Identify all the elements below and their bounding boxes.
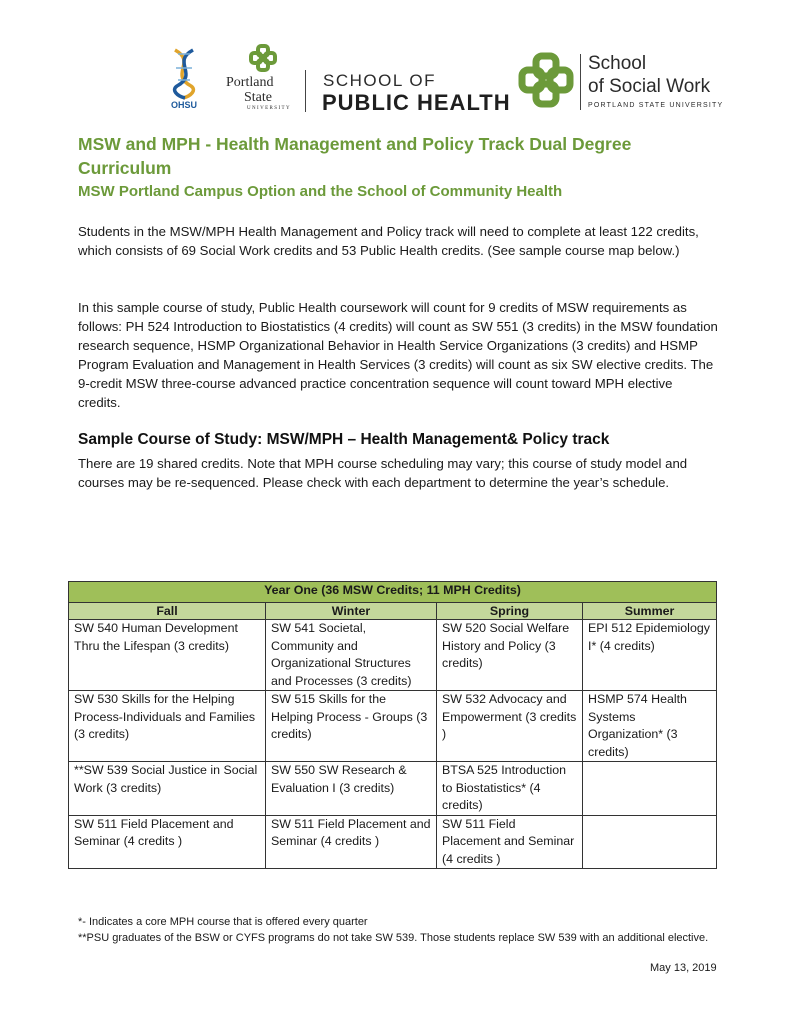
- ohsu-logo: [163, 48, 205, 110]
- sph-wordmark-line2: PUBLIC HEALTH: [322, 90, 511, 115]
- column-header-spring: Spring: [437, 603, 583, 620]
- table-cell: SW 511 Field Placement and Seminar (4 credits ): [437, 815, 583, 869]
- psu-wordmark-portland: Portland: [226, 75, 274, 90]
- logo-divider: [305, 70, 306, 112]
- footnote-core-course: *- Indicates a core MPH course that is offered every quarter: [78, 916, 368, 928]
- psu-wordmark-university: UNIVERSITY: [247, 106, 291, 111]
- ohsu-helix-icon: [163, 48, 205, 110]
- table-cell: SW 541 Societal, Community and Organizational Structures and Processes (3 credits): [266, 620, 437, 691]
- table-row: [69, 815, 717, 869]
- table-year-header-row: [69, 582, 717, 603]
- ssw-mark-icon: [518, 52, 574, 108]
- table-cell: [583, 815, 717, 869]
- table-row: [69, 620, 717, 691]
- table-cell: SW 515 Skills for the Helping Process - Groups (3 credits): [266, 691, 437, 762]
- column-header-winter: Winter: [266, 603, 437, 620]
- ssw-wordmark-line3: PORTLAND STATE UNIVERSITY: [588, 102, 724, 109]
- table-cell: SW 532 Advocacy and Empowerment (3 credits ): [437, 691, 583, 762]
- table-cell: SW 540 Human Development Thru the Lifespan (3 credits): [69, 620, 266, 691]
- table-cell: SW 511 Field Placement and Seminar (4 credits ): [266, 815, 437, 869]
- table-column-header-row: [69, 603, 717, 620]
- column-header-summer: Summer: [583, 603, 717, 620]
- table-cell: HSMP 574 Health Systems Organization* (3 credits): [583, 691, 717, 762]
- table-cell: **SW 539 Social Justice in Social Work (3 credits): [69, 762, 266, 816]
- table-cell: SW 550 SW Research & Evaluation I (3 credits): [266, 762, 437, 816]
- table-cell: BTSA 525 Introduction to Biostatistics* (4 credits): [437, 762, 583, 816]
- psu-logo: [222, 44, 291, 112]
- table-cell: SW 520 Social Welfare History and Policy (3 credits): [437, 620, 583, 691]
- column-header-fall: Fall: [69, 603, 266, 620]
- shared-credits-paragraph: There are 19 shared credits. Note that MPH course scheduling may vary; this course of study model and courses may be re-sequenced. Please check with each department to determine the year’s schedule.: [78, 456, 688, 490]
- credit-transfer-paragraph: In this sample course of study, Public Health coursework will count for 9 credits of MSW requirements as follows: PH 524 Introduction to Biostatistics (4 credits) will count as SW 551 (3 credits) in the MSW foundation research sequence, HSMP Organizational Behavior in Health Service Organizations (3 credits) and HSMP Program Evaluation and Management in Health Services (3 credits) will count as six SW elective credits. The 9-credit MSW three-course advanced practice concentration sequence will count toward MPH elective credits.: [78, 300, 718, 410]
- table-cell: [583, 762, 717, 816]
- logo-divider: [580, 54, 581, 110]
- ssw-wordmark-line2: of Social Work: [588, 76, 711, 97]
- intro-paragraph: Students in the MSW/MPH Health Management and Policy track will need to complete at least 122 credits, which consists of 69 Social Work credits and 53 Public Health credits. (See sample course map below.): [78, 224, 699, 258]
- year-header-cell: Year One (36 MSW Credits; 11 MPH Credits): [69, 582, 717, 603]
- table-row: [69, 762, 717, 816]
- ssw-wordmark-line1: School: [588, 53, 647, 74]
- psu-mark-icon: [249, 44, 277, 72]
- sample-course-heading: Sample Course of Study: MSW/MPH – Health Management& Policy track: [78, 431, 610, 448]
- table-cell: SW 511 Field Placement and Seminar (4 credits ): [69, 815, 266, 869]
- footnote-psu-graduates: **PSU graduates of the BSW or CYFS programs do not take SW 539. Those students replace SW 539 with an additional elective.: [78, 932, 709, 944]
- ohsu-label: OHSU: [170, 100, 198, 110]
- psu-wordmark-state: State: [244, 90, 272, 105]
- document-subtitle: MSW Portland Campus Option and the School of Community Health: [78, 183, 563, 200]
- table-cell: SW 530 Skills for the Helping Process-Individuals and Families (3 credits): [69, 691, 266, 762]
- sph-wordmark-line1: SCHOOL OF: [323, 71, 436, 90]
- document-title: MSW and MPH - Health Management and Policy Track Dual Degree Curriculum: [78, 134, 632, 178]
- document-date: May 13, 2019: [650, 962, 717, 974]
- table-cell: EPI 512 Epidemiology I* (4 credits): [583, 620, 717, 691]
- header-logos: [0, 40, 791, 120]
- table-row: [69, 691, 717, 762]
- course-map-table: [68, 581, 717, 869]
